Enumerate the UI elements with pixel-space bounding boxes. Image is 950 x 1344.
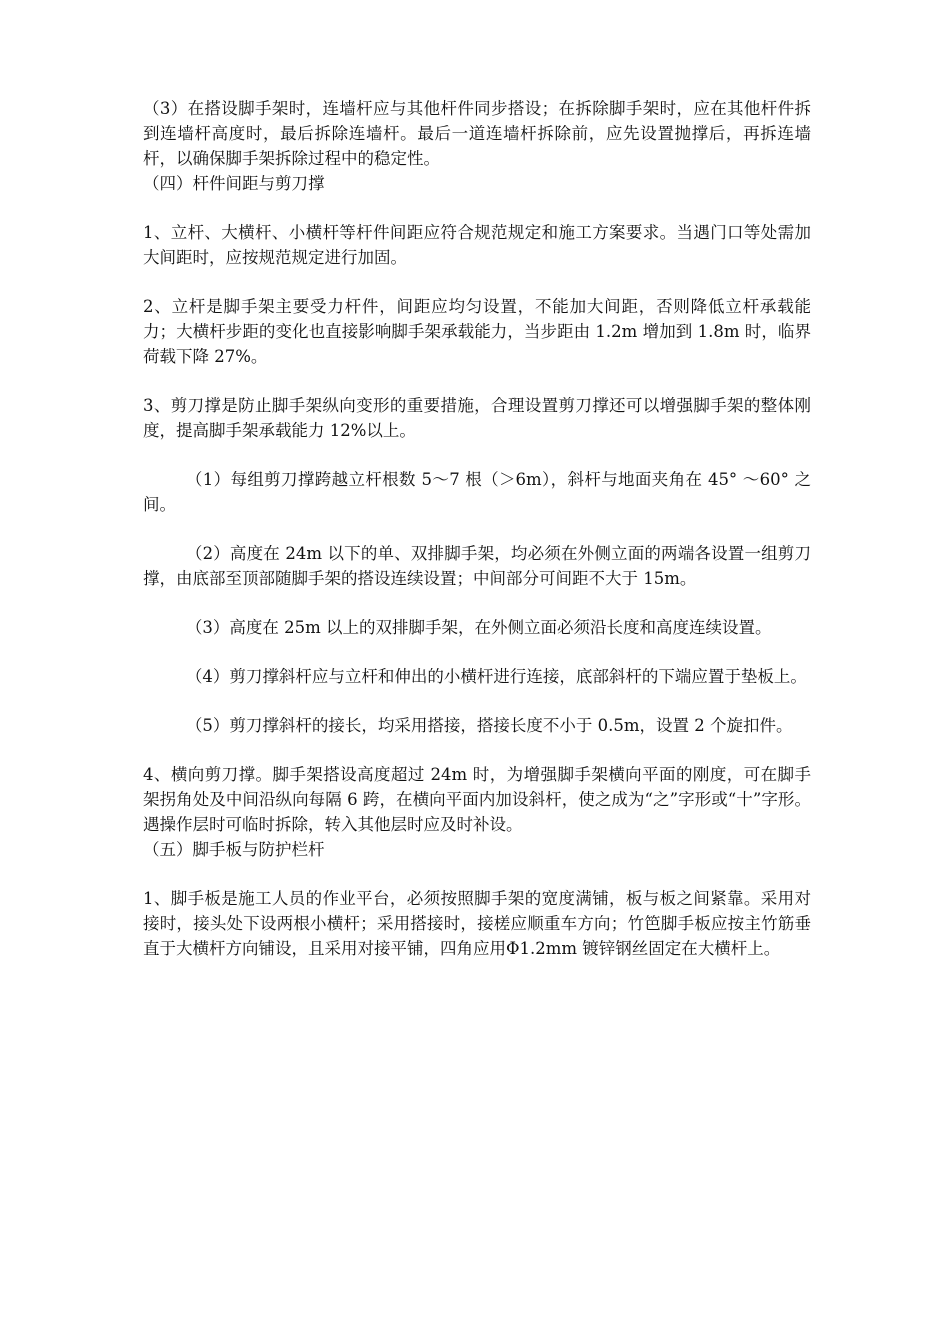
paragraph-item-3: 3、剪刀撑是防止脚手架纵向变形的重要措施，合理设置剪刀撑还可以增强脚手架的整体刚度，提高脚手架承载能力 12%以上。 xyxy=(143,396,811,440)
document-page xyxy=(143,96,811,961)
paragraph-item-2: 2、立杆是脚手架主要受力杆件，间距应均匀设置，不能加大间距，否则降低立杆承载能力；大横杆步距的变化也直接影响脚手架承载能力，当步距由 1.2m 增加到 1.8m 时，临界荷载下降 27%。 xyxy=(143,297,811,366)
paragraph-item-4: 4、横向剪刀撑。脚手架搭设高度超过 24m 时，为增强脚手架横向平面的刚度，可在脚手架拐角处及中间沿纵向每隔 6 跨，在横向平面内加设斜杆，使之成为“之”字形或“十”字形。遇操作层时可临时拆除，转入其他层时应及时补设。 xyxy=(143,765,811,834)
paragraph-subitem-4: （4）剪刀撑斜杆应与立杆和伸出的小横杆进行连接，底部斜杆的下端应置于垫板上。 xyxy=(185,667,807,686)
paragraph-scaffold-board-item-1: 1、脚手板是施工人员的作业平台，必须按照脚手架的宽度满铺，板与板之间紧靠。采用对接时，接头处下设两根小横杆；采用搭接时，接槎应顺重车方向；竹笆脚手板应按主竹筋垂直于大横杆方向铺设，且采用对接平铺，四角应用Φ1.2mm 镀锌钢丝固定在大横杆上。 xyxy=(143,889,811,958)
paragraph-subitem-2: （2）高度在 24m 以下的单、双排脚手架，均必须在外侧立面的两端各设置一组剪刀撑，由底部至顶部随脚手架的搭设连续设置；中间部分可间距不大于 15m。 xyxy=(143,544,811,588)
paragraph-subitem-5: （5）剪刀撑斜杆的接长，均采用搭接，搭接长度不小于 0.5m，设置 2 个旋扣件。 xyxy=(185,716,793,735)
paragraph-subitem-1: （1）每组剪刀撑跨越立杆根数 5～7 根（＞6m），斜杆与地面夹角在 45° ～60° 之间。 xyxy=(143,470,811,514)
paragraph-connecting-rod-removal: （3）在搭设脚手架时，连墙杆应与其他杆件同步搭设；在拆除脚手架时，应在其他杆件拆到连墙杆高度时，最后拆除连墙杆。最后一道连墙杆拆除前，应先设置抛撑后，再拆连墙杆，以确保脚手架拆除过程中的稳定性。 xyxy=(143,99,811,168)
paragraph-subitem-3: （3）高度在 25m 以上的双排脚手架，在外侧立面必须沿长度和高度连续设置。 xyxy=(185,618,772,637)
paragraph-item-1: 1、立杆、大横杆、小横杆等杆件间距应符合规范规定和施工方案要求。当遇门口等处需加大间距时，应按规范规定进行加固。 xyxy=(143,223,811,267)
section-heading-scaffold-board: （五）脚手板与防护栏杆 xyxy=(143,840,325,859)
section-heading-spacing-scissor-brace: （四）杆件间距与剪刀撑 xyxy=(143,174,325,193)
